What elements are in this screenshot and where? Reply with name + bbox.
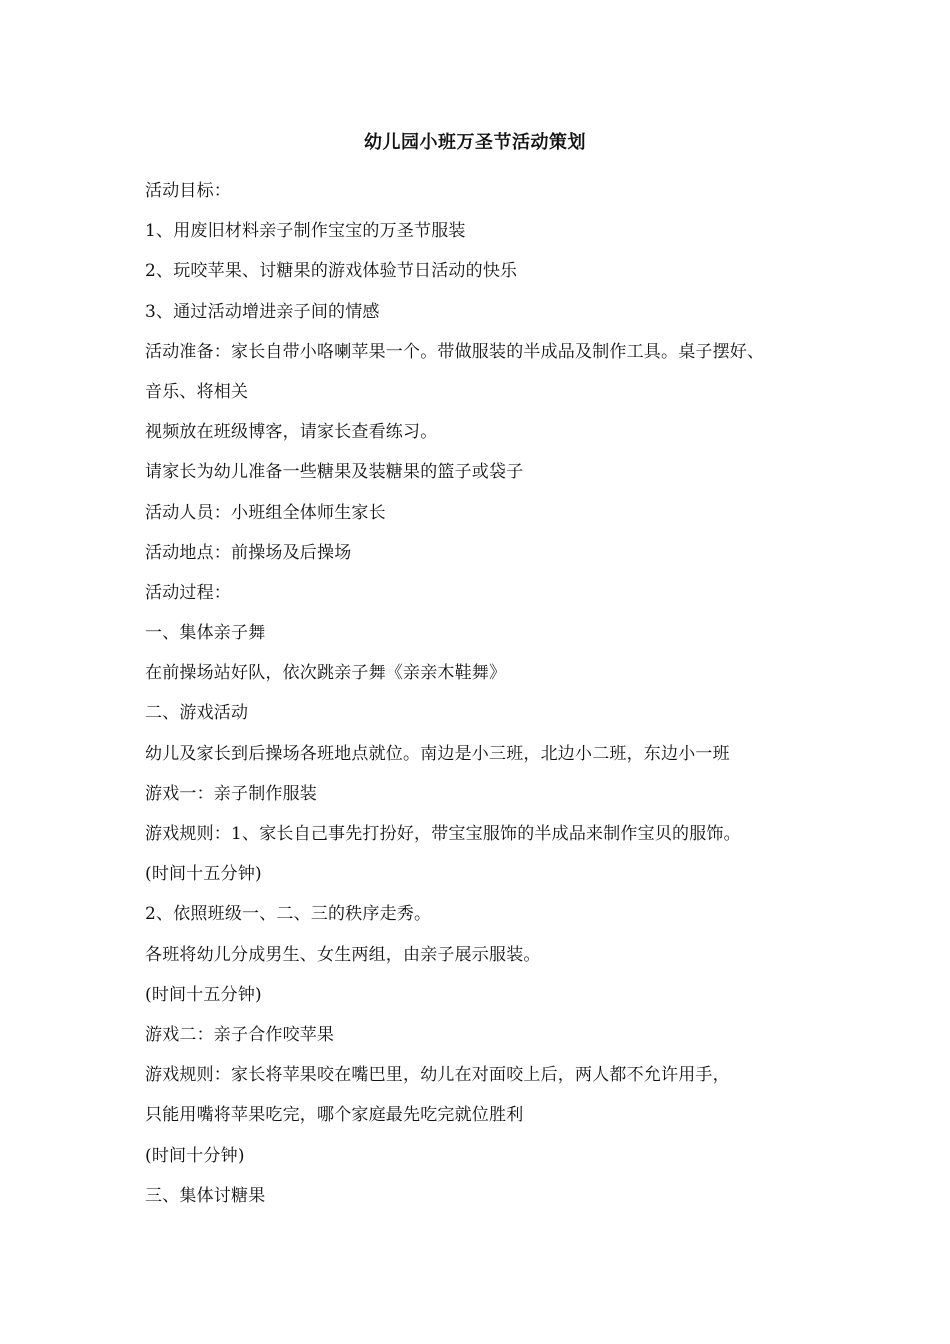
text-line: 二、游戏活动: [145, 703, 249, 724]
text-line: 游戏规则：1、家长自己事先打扮好，带宝宝服饰的半成品来制作宝贝的服饰。: [145, 824, 741, 844]
text-line: 游戏规则：家长将苹果咬在嘴巴里，幼儿在对面咬上后，两人都不允许用手，: [145, 1065, 730, 1086]
text-line: 三、集体讨糖果: [145, 1185, 266, 1206]
document-title: 幼儿园小班万圣节活动策划: [364, 132, 586, 153]
text-line: 音乐、将相关: [145, 381, 249, 402]
text-line: (时间十五分钟): [145, 864, 262, 885]
text-line: 3、通过活动增进亲子间的情感: [145, 301, 380, 322]
text-line: 在前操场站好队，依次跳亲子舞《亲亲木鞋舞》: [145, 663, 507, 684]
text-line: 活动目标：: [145, 181, 231, 201]
text-line: 视频放在班级博客，请家长查看练习。: [145, 422, 438, 443]
text-line: 游戏二：亲子合作咬苹果: [145, 1024, 335, 1045]
text-line: 一、集体亲子舞: [145, 623, 266, 644]
text-line: (时间十分钟): [145, 1145, 245, 1166]
text-line: 只能用嘴将苹果吃完，哪个家庭最先吃完就位胜利: [145, 1105, 524, 1126]
text-line: 各班将幼儿分成男生、女生两组，由亲子展示服装。: [145, 944, 541, 965]
text-line: 1、用废旧材料亲子制作宝宝的万圣节服装: [145, 221, 466, 242]
text-line: 幼儿及家长到后操场各班地点就位。南边是小三班，北边小二班，东边小一班: [145, 743, 730, 764]
document-body: [145, 171, 825, 1216]
text-line: 活动准备：家长自带小咯喇苹果一个。带做服装的半成品及制作工具。桌子摆好、: [145, 341, 765, 362]
text-line: 活动地点：前操场及后操场: [145, 542, 352, 563]
text-line: 请家长为幼儿准备一些糖果及装糖果的篮子或袋子: [145, 462, 524, 483]
text-line: 2、玩咬苹果、讨糖果的游戏体验节日活动的快乐: [145, 261, 518, 282]
text-line: 活动过程：: [145, 582, 231, 603]
text-line: 活动人员：小班组全体师生家长: [145, 502, 386, 523]
text-line: (时间十五分钟): [145, 984, 262, 1005]
text-line: 游戏一：亲子制作服装: [145, 783, 317, 804]
text-line: 2、依照班级一、二、三的秩序走秀。: [145, 904, 432, 925]
